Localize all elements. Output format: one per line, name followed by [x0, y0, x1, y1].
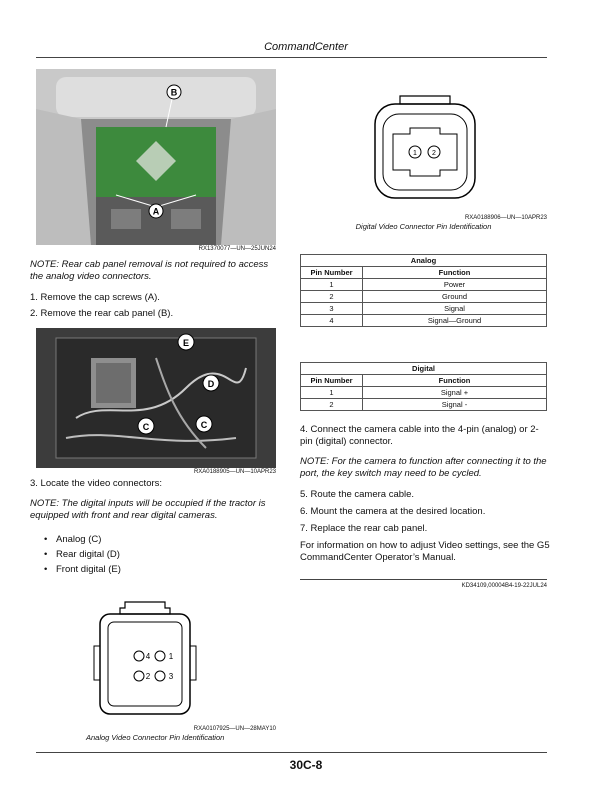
- page-header: CommandCenter: [264, 41, 348, 53]
- footer-rule: [36, 752, 547, 753]
- page-number: 30C-8: [289, 758, 323, 772]
- list-item: • Rear digital (D): [56, 547, 256, 562]
- pin-function: Signal—Ground: [363, 315, 547, 327]
- step-1: 1. Remove the cap screws (A).: [30, 292, 160, 303]
- list-item: • Analog (C): [56, 532, 256, 547]
- callout-c: C: [142, 422, 150, 432]
- pin-number: 2: [301, 291, 363, 303]
- table-row: [301, 291, 547, 303]
- pin-label: 4: [145, 652, 151, 661]
- analog-pin-table: [300, 254, 547, 327]
- step-7: 7. Replace the rear cab panel.: [300, 523, 428, 534]
- analog-connector-diagram: [80, 598, 210, 718]
- pin-number: 2: [301, 399, 363, 411]
- connector-list: [56, 532, 256, 577]
- table-title: Analog: [301, 255, 547, 267]
- video-connectors-photo: [36, 328, 276, 468]
- callout-e: E: [182, 338, 190, 348]
- fig3-id: RXA0107925—UN—28MAY10: [193, 726, 276, 732]
- pin-function: Power: [363, 279, 547, 291]
- callout-c: C: [200, 420, 208, 430]
- pin-function: Signal -: [363, 399, 547, 411]
- pin-number: 1: [301, 387, 363, 399]
- column-header: Pin Number: [301, 267, 363, 279]
- step-6: 6. Mount the camera at the desired location.: [300, 506, 486, 517]
- note-digital-inputs: NOTE: The digital inputs will be occupied if the tractor is equipped with front and rear digital cameras.: [30, 498, 266, 521]
- callout-d: D: [207, 379, 215, 389]
- digital-pin-table: [300, 362, 547, 411]
- pin-function: Ground: [363, 291, 547, 303]
- pin-number: 3: [301, 303, 363, 315]
- column-header: Function: [363, 267, 547, 279]
- fig2-id: RXA0188905—UN—10APR23: [193, 469, 276, 475]
- table-row: [301, 315, 547, 327]
- table-row: [301, 399, 547, 411]
- step-4: 4. Connect the camera cable into the 4-pin (analog) or 2-pin (digital) connector.: [300, 424, 539, 447]
- pin-function: Signal: [363, 303, 547, 315]
- table-row: [301, 279, 547, 291]
- table-row: [301, 387, 547, 399]
- header-rule: [36, 57, 547, 58]
- callout-a: A: [152, 206, 160, 217]
- list-item: • Front digital (E): [56, 562, 256, 577]
- section-rule: [300, 579, 547, 580]
- note-key-switch: NOTE: For the camera to function after connecting it to the port, the key switch may need to be cycled.: [300, 456, 547, 479]
- column-header: Function: [363, 375, 547, 387]
- callout-b: B: [170, 87, 178, 98]
- column-header: Pin Number: [301, 375, 363, 387]
- step-2: 2. Remove the rear cab panel (B).: [30, 308, 174, 319]
- rear-cab-panel-photo: [36, 69, 276, 245]
- table-row: [301, 303, 547, 315]
- step-5: 5. Route the camera cable.: [300, 489, 415, 500]
- fig1-id: RX1370077—UN—25JUN24: [198, 246, 276, 252]
- fig3-caption: Analog Video Connector Pin Identification: [86, 733, 225, 742]
- pin-number: 1: [301, 279, 363, 291]
- pin-function: Signal +: [363, 387, 547, 399]
- pin-label: 2: [432, 150, 436, 157]
- step-3: 3. Locate the video connectors:: [30, 478, 163, 489]
- table-title: Digital: [301, 363, 547, 375]
- pin-label: 3: [168, 672, 174, 681]
- pin-label: 1: [168, 652, 174, 661]
- pin-number: 4: [301, 315, 363, 327]
- fig4-caption: Digital Video Connector Pin Identification: [355, 222, 492, 231]
- fig4-id: RXA0188906—UN—10APR23: [464, 215, 547, 221]
- doc-id: KD34109,00004B4-19-22JUL24: [461, 583, 547, 589]
- digital-connector-diagram: [365, 92, 485, 202]
- pin-label: 1: [413, 150, 417, 157]
- note-rear-cab: NOTE: Rear cab panel removal is not required to access the analog video connectors.: [30, 259, 269, 282]
- info-paragraph: For information on how to adjust Video settings, see the G5 CommandCenter Operator’s Manual.: [300, 540, 550, 563]
- pin-label: 2: [145, 672, 151, 681]
